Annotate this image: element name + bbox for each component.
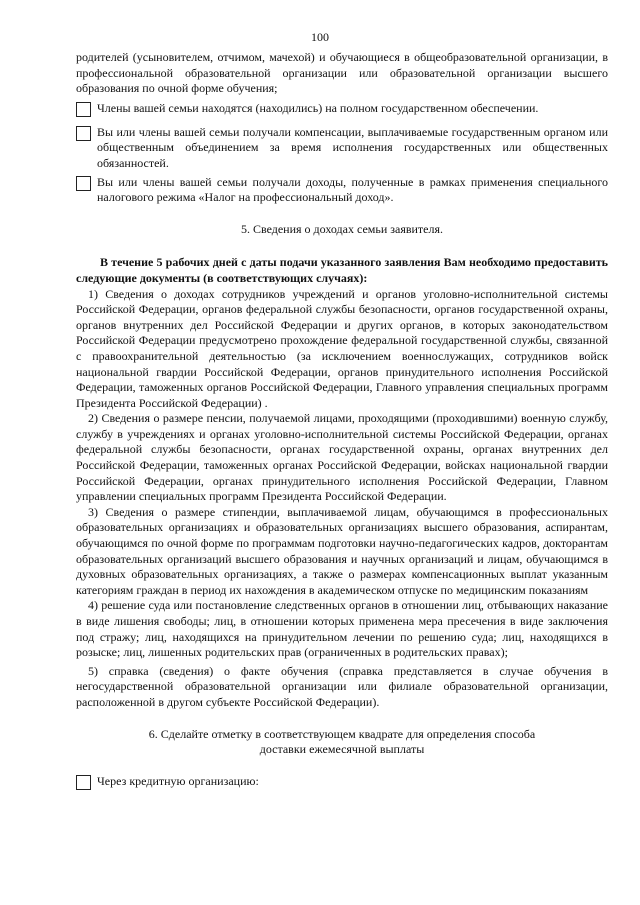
- delivery-option-row-bank: [76, 774, 608, 790]
- document-item-4: 4) решение суда или постановление следственных органов в отношении лиц, отбывающих наказание в виде лишения свободы; лиц, в отношении которых применена мера пресечения в виде заключения под стражу; лиц, находящихся на принудительном лечении по решению суда; лиц, находящихся в розыске; лиц, лишенных родительских прав (ограниченных в родительских правах);: [76, 598, 608, 660]
- checkbox-label-state-support: Члены вашей семьи находятся (находились) на полном государственном обеспечении.: [97, 100, 539, 115]
- section-6-title: 6. Сделайте отметку в соответствующем квадрате для определения способа доставки ежемесячной выплаты: [148, 726, 536, 757]
- page-number: 100: [311, 30, 329, 44]
- intro-paragraph: родителей (усыновителем, отчимом, мачехой) и обучающиеся в общеобразовательной организации, в профессиональной образовательной организации или образовательной организации высшего образования по очной форме обучения;: [76, 50, 608, 96]
- documents-list: [76, 287, 608, 711]
- checkbox-row-professional-tax: [76, 175, 608, 206]
- checkbox-label-compensation: Вы или члены вашей семьи получали компенсации, выплачиваемые государственным органом или общественным объединением за время исполнения государственных или общественных обязанностей.: [97, 124, 608, 170]
- checkbox-delivery-bank[interactable]: [76, 775, 91, 790]
- checkbox-professional-tax[interactable]: [76, 176, 91, 191]
- document-item-5: 5) справка (сведения) о факте обучения (справка представляется в случае обучения в негосударственной образовательной организации или филиале образовательной организации, расположенной в другом субъекте Российской Федерации).: [76, 663, 608, 709]
- checkbox-row-state-support: [76, 101, 608, 117]
- checkbox-row-compensation: [76, 125, 608, 172]
- document-body: [76, 50, 608, 790]
- checkbox-compensation[interactable]: [76, 126, 91, 141]
- document-item-3: 3) Сведения о размере стипендии, выплачиваемой лицам, обучающимся в профессиональных образовательных организациях и образовательных организациях высшего образования, аспирантам, обучающимся по очной форме по программам подготовки научно-педагогических кадров, докторантам образовательных организаций высшего образования и научных организаций и лицам, обучающимся в духовных образовательных организациях, а также о размерах компенсационных выплат указанным категориям граждан в период их нахождения в академическом отпуске по медицинским показаниям: [76, 504, 608, 597]
- documents-heading: В течение 5 рабочих дней с даты подачи указанного заявления Вам необходимо предоставить следующие документы (в соответствующих случаях):: [76, 255, 608, 285]
- document-item-1: 1) Сведения о доходах сотрудников учреждений и органов уголовно-исполнительной системы Российской Федерации, органов федеральной службы безопасности, органов государственной охраны, органов внутренних дел Российской Федерации и других органов, в которых законодательством Российской Федерации предусмотрено прохождение федеральной государственной службы, связанной с правоохранительной деятельностью (за исключением военнослужащих, сотрудников войск национальной гвардии Российской Федерации, органов принудительного исполнения Российской Федерации, таможенных органов Российской Федерации, Главного управления специальных программ Президента Российской Федерации) .: [76, 286, 608, 410]
- document-item-2: 2) Сведения о размере пенсии, получаемой лицами, проходящими (проходившими) военную службу, службу в учреждениях и органах уголовно-исполнительной системы Российской Федерации, органах федеральной службы безопасности, органах государственной охраны, органах внутренних дел Российской Федерации, таможенных органах Российской Федерации, войсках национальной гвардии Российской Федерации, органах принудительного исполнения Российской Федерации, Главном управлении специальных программ Президента Российской Федерации.: [76, 411, 608, 504]
- section-5-title: 5. Сведения о доходах семьи заявителя.: [240, 221, 444, 236]
- delivery-option-label-bank: Через кредитную организацию:: [97, 773, 259, 788]
- checkbox-label-professional-tax: Вы или члены вашей семьи получали доходы, полученные в рамках применения специального налогового режима «Налог на профессиональный доход».: [97, 174, 608, 205]
- checkbox-state-support[interactable]: [76, 102, 91, 117]
